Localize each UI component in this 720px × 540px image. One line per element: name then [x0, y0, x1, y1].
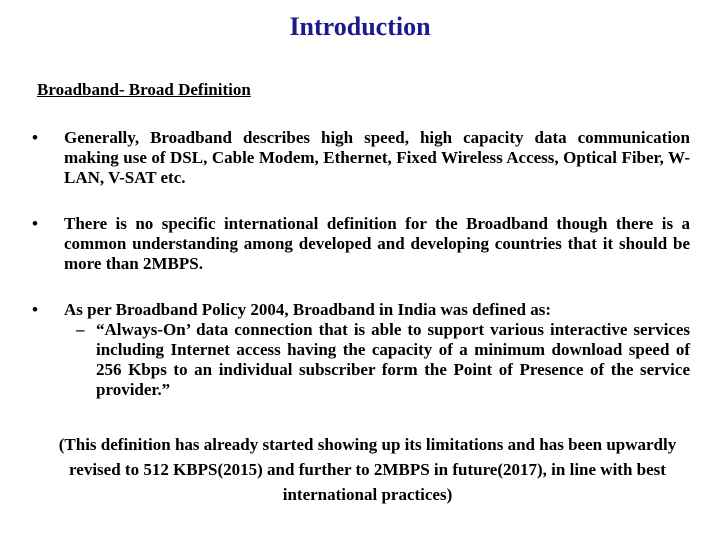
revision-note: (This definition has already started showing up its limitations and has been upwardly revised to 512 KBPS(2015) and further to 2MBPS in future(2017), in line with best international practices)	[58, 435, 677, 504]
bullet-text: There is no specific international definition for the Broadband though there is a common understanding among developed and developing countries that it should be more than 2MBPS.	[64, 214, 690, 273]
section-subtitle: Broadband- Broad Definition	[37, 80, 251, 99]
bullet-item-policy-2004	[30, 300, 690, 400]
sub-bullet-marker: –	[76, 320, 85, 339]
sub-bullet-text: “Always-On’ data connection that is able to support various interactive services including Internet access having the capacity of a minimum download speed of 256 Kbps to an individual subscriber form the Point of Presence of the service provider.”	[96, 320, 690, 399]
slide-title: Introduction	[289, 12, 431, 41]
sub-bullet-definition	[64, 320, 690, 400]
bullet-item-international	[30, 214, 690, 274]
bullet-marker: •	[32, 214, 38, 233]
bullet-item-general	[30, 128, 690, 188]
bullet-marker: •	[32, 300, 38, 319]
bullet-text: Generally, Broadband describes high speed, high capacity data communication making use of DSL, Cable Modem, Ethernet, Fixed Wireless Access, Optical Fiber, W-LAN, V-SAT etc.	[64, 128, 690, 187]
bullet-marker: •	[32, 128, 38, 147]
bullet-text: As per Broadband Policy 2004, Broadband in India was defined as:	[64, 300, 551, 319]
bullet-list	[30, 128, 690, 400]
